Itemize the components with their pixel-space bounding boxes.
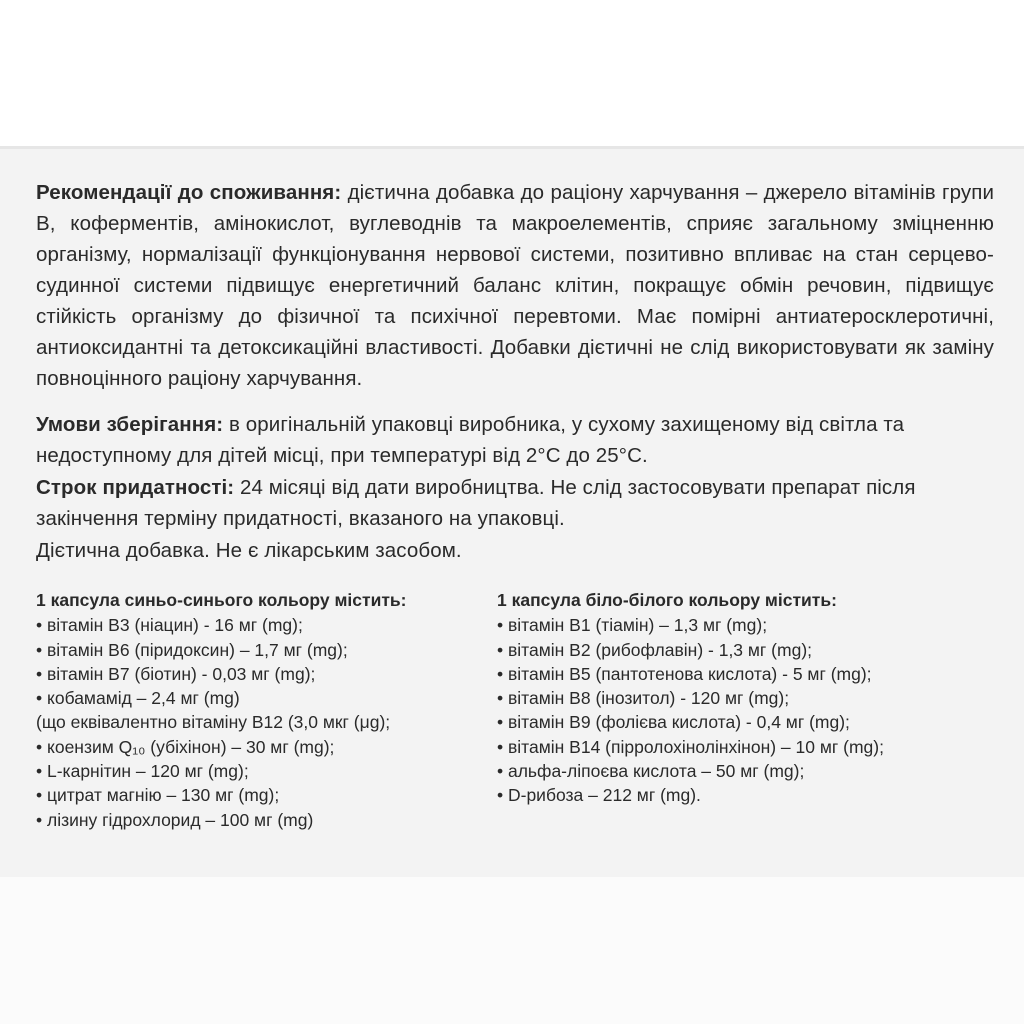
list-item: • вітамін В9 (фолієва кислота) - 0,4 мг (mg); [497,712,850,733]
storage-label: Умови зберігання: [36,413,224,436]
shelf-life-paragraph [36,472,926,534]
shelf-life-text: 24 місяці від дати виробництва. Не слід застосовувати препарат після закінчення терміну придатності, вказаного на упаковці. [36,476,916,530]
white-capsule-title: 1 капсула біло-білого кольору містить: [497,590,837,610]
list-item: • D-рибоза – 212 мг (mg). [497,785,701,806]
list-item: • лізину гідрохлорид – 100 мг (mg) [36,809,314,830]
box-top-edge [0,0,1024,148]
white-capsule-composition [497,588,977,808]
blue-capsule-composition [36,588,486,832]
shelf-life-label: Строк придатності: [36,476,235,499]
list-item: • кобамамід – 2,4 мг (mg) [36,688,240,709]
list-item: • L-карнітин – 120 мг (mg); [36,761,249,782]
list-item: • вітамін В8 (інозитол) - 120 мг (mg); [497,688,790,709]
list-item: • коензим Q₁₀ (убіхінон) – 30 мг (mg); [36,736,335,757]
storage-text: в оригінальній упаковці виробника, у сухому захищеному від світла та недоступному для дітей місці, при температурі від 2°С до 25°С. [36,413,905,467]
list-item: • вітамін В2 (рибофлавін) - 1,3 мг (mg); [497,639,813,660]
recommendations-label: Рекомендації до споживання: [36,181,342,204]
blue-capsule-list [36,613,486,832]
list-item: • вітамін В7 (біотин) - 0,03 мг (mg); [36,663,316,684]
list-item: • вітамін В3 (ніацин) - 16 мг (mg); [36,615,303,636]
recommendations-text: дієтична добавка до раціону харчування – джерело вітамінів групи В, коферментів, амінокислот, вуглеводнів та макроелементів, сприяє загальному зміцненню організму, нормалізації функціонування нервової системи, позитивно впливає на стан серцево-судинної системи підвищує енергетичний баланс клітин, покращує обмін речовин, підвищує стійкість організму до фізичної та психічної перевтоми. Має помірні антиатеросклеротичні, антиоксидантні та детоксикаційні властивості. Добавки дієтичні не слід використовувати як заміну повноцінного раціону харчування. [36,181,994,390]
recommendations-paragraph [36,177,994,394]
list-item: • альфа-ліпоєва кислота – 50 мг (mg); [497,761,805,782]
list-item: • вітамін В6 (піридоксин) – 1,7 мг (mg); [36,639,348,660]
disclaimer-text: Дієтична добавка. Не є лікарським засобом. [36,539,462,562]
box-bottom-edge [0,877,1024,1024]
storage-paragraph [36,409,926,471]
list-item-note: (що еквівалентно вітаміну В12 (3,0 мкг (μg); [36,712,391,733]
list-item: • вітамін В5 (пантотенова кислота) - 5 мг (mg); [497,663,872,684]
list-item: • цитрат магнію – 130 мг (mg); [36,785,280,806]
white-capsule-list [497,613,977,807]
list-item: • вітамін В14 (пірролохінолінхінон) – 10 мг (mg); [497,736,884,757]
blue-capsule-title: 1 капсула синьо-синього кольору містить: [36,590,407,610]
list-item: • вітамін В1 (тіамін) – 1,3 мг (mg); [497,615,768,636]
